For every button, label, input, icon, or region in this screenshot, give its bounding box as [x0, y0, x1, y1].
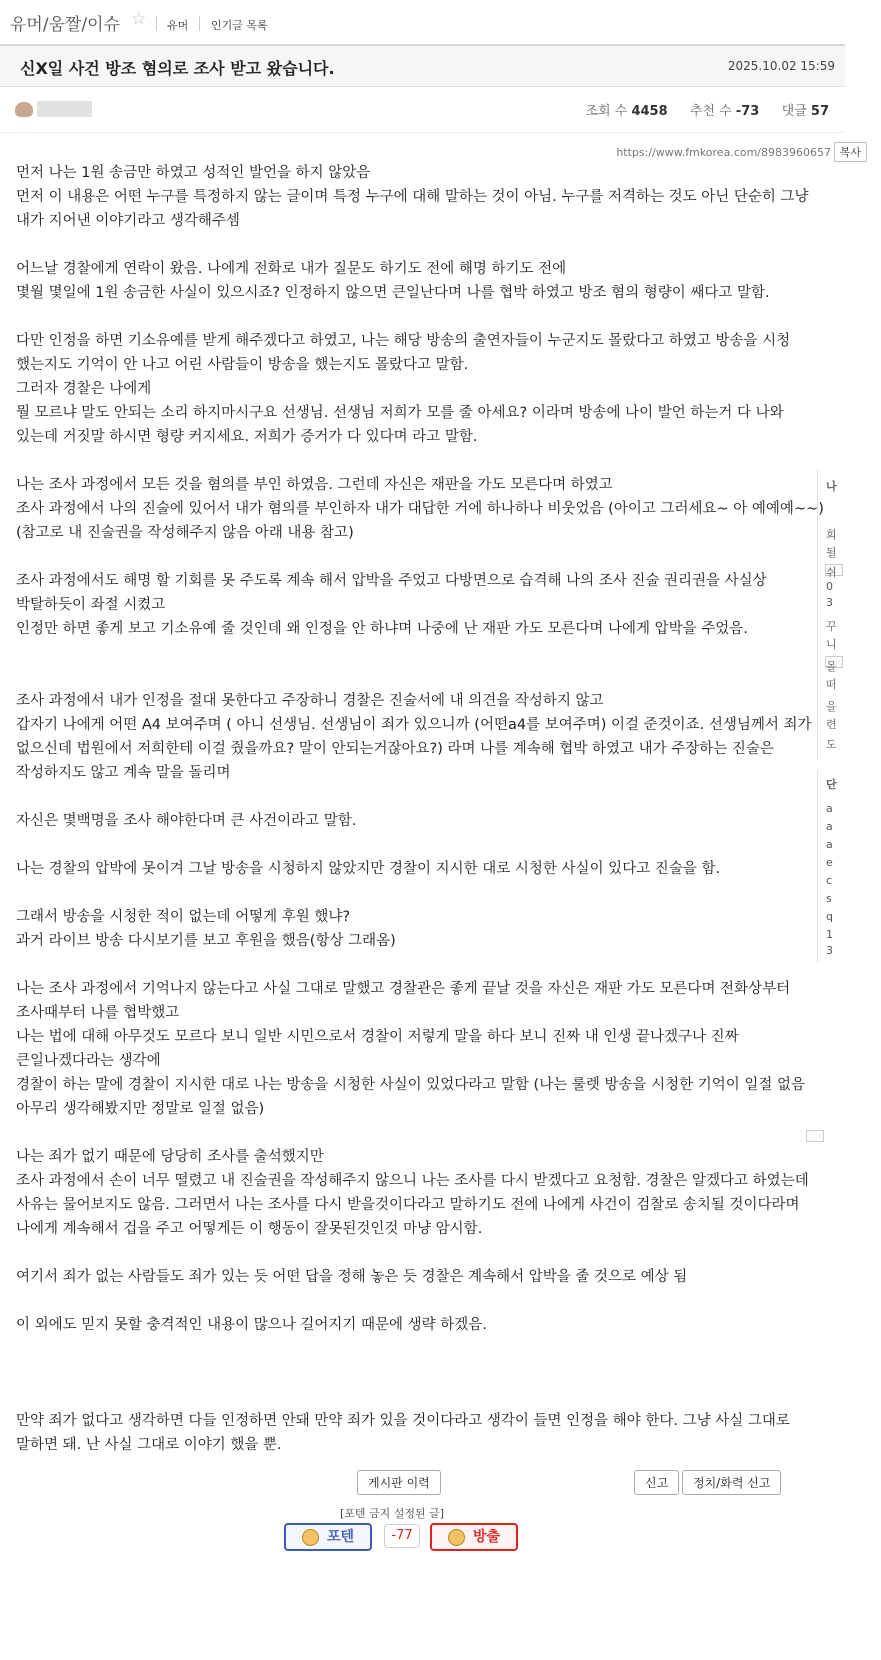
upvote-label: 포텐: [326, 1529, 355, 1545]
poten-ban-notice: [포텐 금지 설정된 글]: [340, 1507, 445, 1520]
scroll-top-button[interactable]: [806, 1130, 824, 1142]
downvote-button[interactable]: [430, 1523, 518, 1551]
nav-divider: [199, 16, 200, 31]
post-stats: [585, 100, 829, 119]
content-paragraph: 어느날 경찰에게 연락이 왔음. 나에게 전화로 내가 질문도 하기도 전에 해명 하기도 전에 몇월 몇일에 1원 송금한 사실이 있으시죠? 인정하지 않으면 큰일난다며 나를 협박 하였고 방조 혐의 형량이 쌔다고 말함.: [16, 261, 770, 301]
content-paragraph: 나는 조사 과정에서 모든 것을 혐의를 부인 하였음. 그런데 자신은 재판을 가도 모른다며 하였고 조사 과정에서 나의 진술에 있어서 내가 혐의를 부인하자 내가 대답한 거에 하나하나 비웃었음 (아이고 그러세요~ 아 예예예~~) (참고로 내 진술권을 작성해주지 않음 아래 내용 참고): [16, 477, 824, 541]
copy-url-button[interactable]: 복사: [834, 142, 867, 162]
downvote-label: 방출: [472, 1529, 501, 1545]
political-report-button[interactable]: 정치/화력 신고: [682, 1470, 781, 1495]
content-paragraph: 그래서 방송을 시청한 적이 없는데 어떻게 후원 했냐? 과거 라이브 방송 다시보기를 보고 후원을 했음(항상 그래옴): [16, 909, 396, 949]
post-title: 신X일 사건 방조 혐의로 조사 받고 왔습니다.: [20, 59, 335, 78]
content-paragraph: 나는 경찰의 압박에 못이겨 그날 방송을 시청하지 않았지만 경찰이 지시한 대로 시청한 사실이 있다고 진술을 함.: [16, 861, 721, 877]
content-paragraph: 만약 죄가 없다고 생각하면 다들 인정하면 안돼 만약 죄가 있을 것이다라고 생각이 들면 인정을 해야 한다. 그냥 사실 그대로 말하면 돼. 난 사실 그대로 이야기 했을 뿐.: [16, 1413, 795, 1453]
frown-icon: [448, 1529, 465, 1546]
board-header: [0, 0, 845, 46]
post-title-bar: [0, 46, 845, 87]
post-meta: [0, 88, 845, 133]
content-paragraph: 먼저 나는 1원 송금만 하였고 성적인 발언을 하지 않았음 먼저 이 내용은 어떤 누구를 특정하지 않는 글이며 특정 누구에 대해 말하는 것이 아님. 누구를 저격하는 것도 아닌 단순히 그냥 내가 지어낸 이야기라고 생각해주셈: [16, 165, 809, 229]
post-url[interactable]: https://www.fmkorea.com/8983960657: [616, 146, 831, 159]
comments-label: 댓글: [781, 104, 807, 119]
content-paragraph: 조사 과정에서도 해명 할 기회를 못 주도록 계속 해서 압박을 주었고 다방면으로 습격해 나의 조사 진술 권리권을 사실상 박탈하듯이 좌절 시켰고 인정만 하면 좋게 보고 기소유예 줄 것인데 왜 인정을 안 하냐며 나중에 난 재판 가도 모른다며 나에게 압박을 주었음.: [16, 573, 767, 637]
content-paragraph: 조사 과정에서 내가 인정을 절대 못한다고 주장하니 경찰은 진술서에 내 의견을 작성하지 않고 갑자기 나에게 어떤 A4 보여주며 ( 아니 선생님. 선생님이 죄가 있으니까 (어떤a4를 보여주며) 이걸 준것이죠. 선생님께서 죄가 없으신데 법원에서 저희한테 이걸 줬을까요? 말이 안되는거잖아요?) 라며 나를 계속해 협박 하였고 내가 주장하는 진술은 작성하지도 않고 계속 말을 돌리며: [16, 693, 812, 781]
content-paragraph: 나는 조사 과정에서 기억나지 않는다고 사실 그대로 말했고 경찰관은 좋게 끝날 것을 자신은 재판 가도 모른다며 전화상부터 조사때부터 나를 협박했고 나는 법에 대해 아무것도 모르다 보니 일반 시민으로서 경찰이 저렇게 말을 하다 보니 진짜 내 인생 끝나겠구나 진짜 큰일나겠다라는 생각에 경찰이 하는 말에 경찰이 지시한 대로 나는 방송을 시청한 사실이 있었다라고 말함 (나는 룰렛 방송을 시청한 기억이 일절 없음 아무리 생각해봤지만 정말로 일절 없음): [16, 981, 805, 1117]
nav-divider: [156, 16, 157, 31]
post-date: 2025.10.02 15:59: [727, 59, 835, 73]
author-name-blurred[interactable]: [37, 101, 92, 117]
board-history-button[interactable]: 게시판 이력: [357, 1470, 441, 1495]
votes-label: 추천 수: [689, 104, 732, 119]
content-paragraph: 다만 인정을 하면 기소유예를 받게 해주겠다고 하였고, 나는 해당 방송의 출연자들이 누군지도 몰랐다고 하였고 방송을 시청 했는지도 기억이 안 나고 어린 사람들이 방송을 했는지도 몰랐다고 말함. 그러자 경찰은 나에게 뭘 모르냐 말도 안되는 소리 하지마시구요 선생님. 선생님 저희가 모를 줄 아세요? 이라며 방송에 나이 발언 하는거 다 나와 있는데 거짓말 하시면 형량 커지세요. 저희가 증거가 다 있다며 라고 말함.: [16, 333, 791, 445]
content-paragraph: 여기서 죄가 없는 사람들도 죄가 있는 듯 어떤 답을 정해 놓은 듯 경찰은 계속해서 압박을 줄 것으로 예상 됨: [16, 1269, 688, 1285]
votes-count: -73: [735, 104, 760, 119]
smile-icon: [302, 1529, 319, 1546]
views-label: 조회 수: [585, 104, 628, 119]
vote-total: -77: [384, 1524, 420, 1548]
content-paragraph: 이 외에도 믿지 못할 충격적인 내용이 많으나 길어지기 때문에 생략 하겠음.: [16, 1317, 487, 1333]
upvote-button[interactable]: [284, 1523, 372, 1551]
nav-link-humor[interactable]: 유머: [167, 19, 189, 32]
board-name[interactable]: 유머/움짤/이슈: [10, 15, 120, 35]
nav-link-popular[interactable]: 인기글 목록: [211, 19, 268, 32]
right-sidebar-fragment: 나 회 될 쉬 0 3 꾸 니 몰 떠 을 련 도 단 a a a e c s q 1 3: [817, 470, 881, 970]
post-content: [16, 161, 830, 1457]
views-count: 4458: [631, 104, 668, 119]
star-icon[interactable]: ☆: [131, 9, 147, 29]
content-paragraph: 자신은 몇백명을 조사 해야한다며 큰 사건이라고 말함.: [16, 813, 357, 829]
comments-count[interactable]: 57: [810, 104, 829, 119]
content-paragraph: 나는 죄가 없기 때문에 당당히 조사를 출석했지만 조사 과정에서 손이 너무 떨렸고 내 진술권을 작성해주지 않으니 나는 조사를 다시 받겠다고 요청함. 경찰은 알겠다고 하였는데 사유는 물어보지도 않음. 그러면서 나는 조사를 다시 받을것이다라고 말하기도 전에 나에게 사건이 검찰로 송치될 것이다라며 나에게 계속해서 겁을 주고 어떻게든 이 행동이 잘못된것인것 마냥 암시함.: [16, 1149, 809, 1237]
report-button[interactable]: 신고: [634, 1470, 679, 1495]
author-level-icon: [15, 102, 33, 117]
